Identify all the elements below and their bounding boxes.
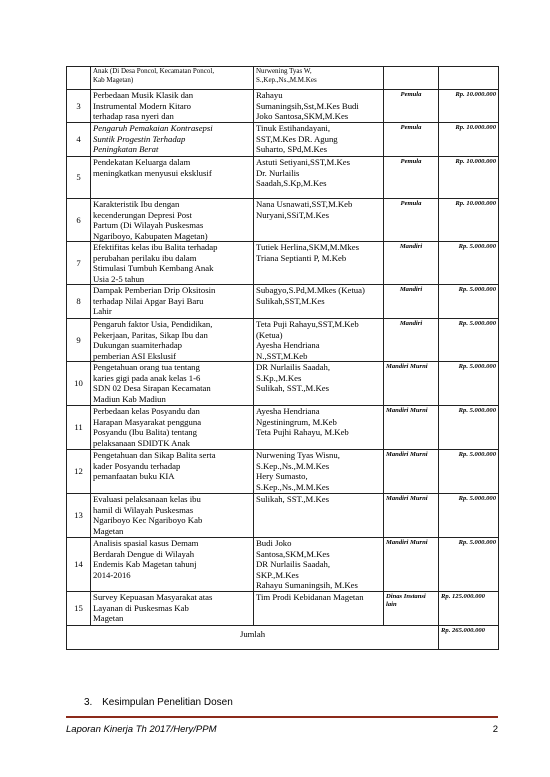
- funding-scheme: [384, 67, 439, 90]
- table-row: [67, 362, 499, 406]
- row-number: 11: [67, 406, 91, 450]
- row-number: [67, 67, 91, 90]
- table-row: [67, 123, 499, 157]
- title-line: Ngariboyo Kec Ngariboyo Kab: [93, 515, 203, 525]
- title-line: Berdarah Dengue di Wilayah: [93, 548, 195, 559]
- table-row: [67, 406, 499, 450]
- funding-scheme: Mandiri Murni: [384, 450, 439, 494]
- title-line: Pendekatan Keluarga dalam: [93, 157, 191, 167]
- row-number: 3: [67, 90, 91, 123]
- title-line: karies gigi pada anak kelas 1-6: [93, 372, 201, 383]
- team-line: S.Kep.,Ns.,M.M.Kes: [256, 481, 330, 492]
- team-line: Tinuk Estihandayani,: [256, 123, 331, 133]
- title-line: Kab Magetan): [93, 75, 134, 84]
- table-row: [67, 242, 499, 285]
- title-line: Pengetahuan dan Sikap Balita serta: [93, 450, 216, 460]
- table-row: [67, 538, 499, 592]
- research-title: [91, 362, 254, 406]
- team-line: Joko Santosa,SKM,M.Kes: [256, 111, 349, 121]
- title-line: pemanfaatan buku KIA: [93, 471, 175, 481]
- team-line: Sulikah, SST.,M.Kes: [256, 494, 329, 504]
- research-title: [91, 285, 254, 319]
- row-number: 15: [67, 592, 91, 626]
- team-line: Tim Prodi Kebidanan Magetan: [256, 592, 364, 602]
- title-line: Magetan: [93, 525, 124, 536]
- team-line: Sulikah,SST,M.Kes: [256, 295, 325, 306]
- title-line: Analisis spasial kasus Demam: [93, 538, 199, 548]
- funding-amount: Rp. 5.000.000: [439, 242, 499, 285]
- title-line: terhadap rasa nyeri dan: [93, 111, 174, 121]
- team-line: Teta Puji Rahayu,SST,M.Keb: [256, 319, 359, 329]
- research-team: [254, 199, 384, 242]
- title-line: Usia 2-5 tahun: [93, 273, 145, 284]
- row-number: 9: [67, 319, 91, 362]
- title-line: Layanan di Puskesmas Kab: [93, 602, 189, 613]
- research-team: [254, 406, 384, 450]
- table-row: [67, 450, 499, 494]
- team-line: Rahayu Sumaningsih, M.Kes: [256, 580, 358, 590]
- row-number: 13: [67, 494, 91, 538]
- title-line: Pengetahuan orang tua tentang: [93, 362, 200, 372]
- research-team: [254, 123, 384, 157]
- row-number: 8: [67, 285, 91, 319]
- team-line: Ayesha Hendriana: [256, 406, 320, 416]
- page-footer: [66, 724, 498, 735]
- table-row: [67, 494, 499, 538]
- title-line: Madiun Kab Madiun: [93, 393, 166, 404]
- total-row: [67, 626, 499, 650]
- team-line: Triana Septianti P, M.Keb: [256, 252, 347, 263]
- title-line: pelaksanaan SDIDTK Anak: [93, 437, 190, 448]
- section-heading: [84, 697, 233, 708]
- title-line: Perbedaan Musik Klasik dan: [93, 90, 194, 100]
- funding-scheme: Pemula: [384, 123, 439, 157]
- title-line: Suntik Progestin Terhadap: [93, 133, 186, 144]
- team-line: Santosa,SKM,M.Kes: [256, 548, 330, 559]
- research-title: [91, 123, 254, 157]
- title-line: Endemis Kab Magetan tahunj: [93, 559, 197, 569]
- research-title: [91, 406, 254, 450]
- funding-scheme: Mandiri Murni: [384, 362, 439, 406]
- row-number: 10: [67, 362, 91, 406]
- table-row: [67, 592, 499, 626]
- team-line: SST,M.Kes DR. Agung: [256, 133, 338, 144]
- title-line: terhadap Nilai Apgar Bayi Baru: [93, 295, 204, 306]
- row-number: 5: [67, 157, 91, 199]
- row-number: 6: [67, 199, 91, 242]
- funding-amount: Rp. 10.000.000: [439, 157, 499, 199]
- funding-amount: Rp. 5.000.000: [439, 285, 499, 319]
- page-number: 2: [492, 724, 498, 735]
- section-number: 3.: [84, 697, 93, 708]
- team-line: S.,Kep.,Ns.,M.M.Kes: [256, 75, 317, 84]
- team-line: Saadah,S.Kp,M.Kes: [256, 178, 327, 188]
- title-line: Anak (Di Desa Poncol, Kecamatan Poncol,: [93, 67, 215, 75]
- research-title: [91, 450, 254, 494]
- total-label: Jumlah: [67, 626, 439, 650]
- funding-amount: [439, 67, 499, 90]
- research-team: [254, 90, 384, 123]
- title-line: Peningkatan Berat: [93, 144, 159, 154]
- title-line: Karakteristik Ibu dengan: [93, 199, 180, 209]
- team-line: Sumaningsih,Sst,M.Kes Budi: [256, 100, 359, 111]
- title-line: Harapan Masyarakat pengguna: [93, 416, 202, 427]
- title-line: Evaluasi pelaksanaan kelas ibu: [93, 494, 201, 504]
- research-title: [91, 242, 254, 285]
- team-line: Nurwening Tyas Wisnu,: [256, 450, 340, 460]
- research-title: [91, 199, 254, 242]
- table-row: [67, 319, 499, 362]
- research-team: [254, 450, 384, 494]
- title-line: Dampak Pemberian Drip Oksitosin: [93, 285, 216, 295]
- funding-amount: Rp. 10.000.000: [439, 199, 499, 242]
- title-line: Ngariboyo, Kabupaten Magetan): [93, 230, 208, 241]
- research-title: [91, 67, 254, 90]
- funding-scheme: Pemula: [384, 199, 439, 242]
- funding-scheme: Mandiri: [384, 319, 439, 362]
- research-team: [254, 362, 384, 406]
- title-line: Partum (Di Wilayah Puskesmas: [93, 220, 204, 230]
- team-line: Nana Usnawati,SST,M.Keb: [256, 199, 353, 209]
- footer-rule: [66, 716, 498, 718]
- title-line: Instrumental Modern Kitaro: [93, 100, 191, 111]
- research-team: [254, 157, 384, 199]
- team-line: DR Nurlailis Saadah,: [256, 362, 331, 372]
- funding-amount: Rp. 5.000.000: [439, 494, 499, 538]
- funding-amount: Rp. 5.000.000: [439, 319, 499, 362]
- research-team: [254, 67, 384, 90]
- team-line: Nurwening Tyas W,: [256, 67, 312, 75]
- footer-report-label: Laporan Kinerja Th 2017/Hery/PPM: [66, 724, 217, 735]
- funding-amount: Rp. 10.000.000: [439, 123, 499, 157]
- title-line: Efektifitas kelas ibu Balita terhadap: [93, 242, 218, 252]
- title-line: kader Posyandu terhadap: [93, 460, 181, 471]
- funding-scheme: Mandiri Murni: [384, 494, 439, 538]
- team-line: Rahayu: [256, 90, 283, 100]
- title-line: Survey Kepuasan Masyarakat atas: [93, 592, 213, 602]
- funding-scheme: Dinas Instansi lain: [384, 592, 439, 626]
- funding-scheme: Mandiri: [384, 242, 439, 285]
- research-team: [254, 242, 384, 285]
- team-line: Ayesha Hendriana: [256, 340, 320, 350]
- row-number: 4: [67, 123, 91, 157]
- research-team: [254, 319, 384, 362]
- team-line: Tutiek Herlina,SKM,M.Mkes: [256, 242, 359, 252]
- title-line: kecenderungan Depresi Post: [93, 209, 192, 220]
- funding-scheme: Pemula: [384, 90, 439, 123]
- funding-amount: Rp. 5.000.000: [439, 538, 499, 592]
- research-table: [66, 66, 499, 650]
- row-number: 12: [67, 450, 91, 494]
- title-line: Posyandu (Ibu Balita) tentang: [93, 427, 197, 437]
- team-line: Dr. Nurlailis: [256, 167, 300, 178]
- team-line: (Ketua): [256, 329, 283, 340]
- funding-amount: Rp. 5.000.000: [439, 406, 499, 450]
- row-number: 14: [67, 538, 91, 592]
- team-line: Subagyo,S.Pd,M.Mkes (Ketua): [256, 285, 365, 295]
- team-line: SKP.,M.Kes: [256, 569, 299, 580]
- section-title: Kesimpulan Penelitian Dosen: [102, 697, 233, 708]
- title-line: Stimulasi Tumbuh Kembang Anak: [93, 263, 214, 273]
- funding-amount: Rp. 5.000.000: [439, 450, 499, 494]
- research-team: [254, 538, 384, 592]
- research-team: [254, 285, 384, 319]
- team-line: S.Kep.,Ns.,M.M.Kes: [256, 460, 330, 471]
- title-line: Perbedaan kelas Posyandu dan: [93, 406, 200, 416]
- research-team: [254, 592, 384, 626]
- research-title: [91, 157, 254, 199]
- title-line: Pekerjaan, Paritas, Sikap Ibu dan: [93, 329, 208, 340]
- team-line: Nuryani,SSiT,M.Kes: [256, 209, 329, 220]
- total-amount: Rp. 265.000.000: [439, 626, 499, 650]
- funding-scheme: Mandiri Murni: [384, 538, 439, 592]
- team-line: S.Kp.,M.Kes: [256, 372, 302, 383]
- team-line: Astuti Setiyani,SST,M.Kes: [256, 157, 350, 167]
- title-line: 2014-2016: [93, 569, 131, 580]
- research-title: [91, 494, 254, 538]
- title-line: meningkatkan menyusui eksklusif: [93, 167, 212, 178]
- funding-scheme: Mandiri: [384, 285, 439, 319]
- team-line: Budi Joko: [256, 538, 292, 548]
- team-line: Teta Pujhi Rahayu, M.Keb: [256, 427, 349, 437]
- funding-scheme: Mandiri Murni: [384, 406, 439, 450]
- table-row: [67, 285, 499, 319]
- title-line: pemberian ASI Ekslusif: [93, 350, 177, 361]
- funding-amount: Rp. 125.000.000: [439, 592, 499, 626]
- team-line: Sulikah, SST.,M.Kes: [256, 383, 329, 393]
- table-row: [67, 90, 499, 123]
- research-title: [91, 592, 254, 626]
- team-line: Hery Sumasto,: [256, 471, 308, 481]
- row-number: 7: [67, 242, 91, 285]
- title-line: Pengaruh faktor Usia, Pendidikan,: [93, 319, 213, 329]
- title-line: hamil di Wilayah Puskesmas: [93, 504, 194, 515]
- research-title: [91, 90, 254, 123]
- research-title: [91, 319, 254, 362]
- title-line: perubahan perilaku ibu dalam: [93, 252, 197, 263]
- funding-scheme: Pemula: [384, 157, 439, 199]
- title-line: Dukungan suamiterhadap: [93, 340, 183, 350]
- title-line: Pengaruh Pemakaian Kontrasepsi: [93, 123, 213, 133]
- table-row: [67, 67, 499, 90]
- team-line: Suharto, SPd,M.Kes: [256, 144, 327, 154]
- team-line: Ngestiningrum, M.Keb: [256, 416, 337, 427]
- title-line: Magetan: [93, 613, 124, 623]
- research-title: [91, 538, 254, 592]
- table-row: [67, 199, 499, 242]
- team-line: DR Nurlailis Saadah,: [256, 559, 331, 569]
- funding-amount: Rp. 10.000.000: [439, 90, 499, 123]
- funding-amount: Rp. 5.000.000: [439, 362, 499, 406]
- table-row: [67, 157, 499, 199]
- team-line: N.,SST,M.Keb: [256, 350, 308, 361]
- title-line: Lahir: [93, 306, 112, 316]
- research-team: [254, 494, 384, 538]
- title-line: SDN 02 Desa Sirapan Kecamatan: [93, 383, 211, 393]
